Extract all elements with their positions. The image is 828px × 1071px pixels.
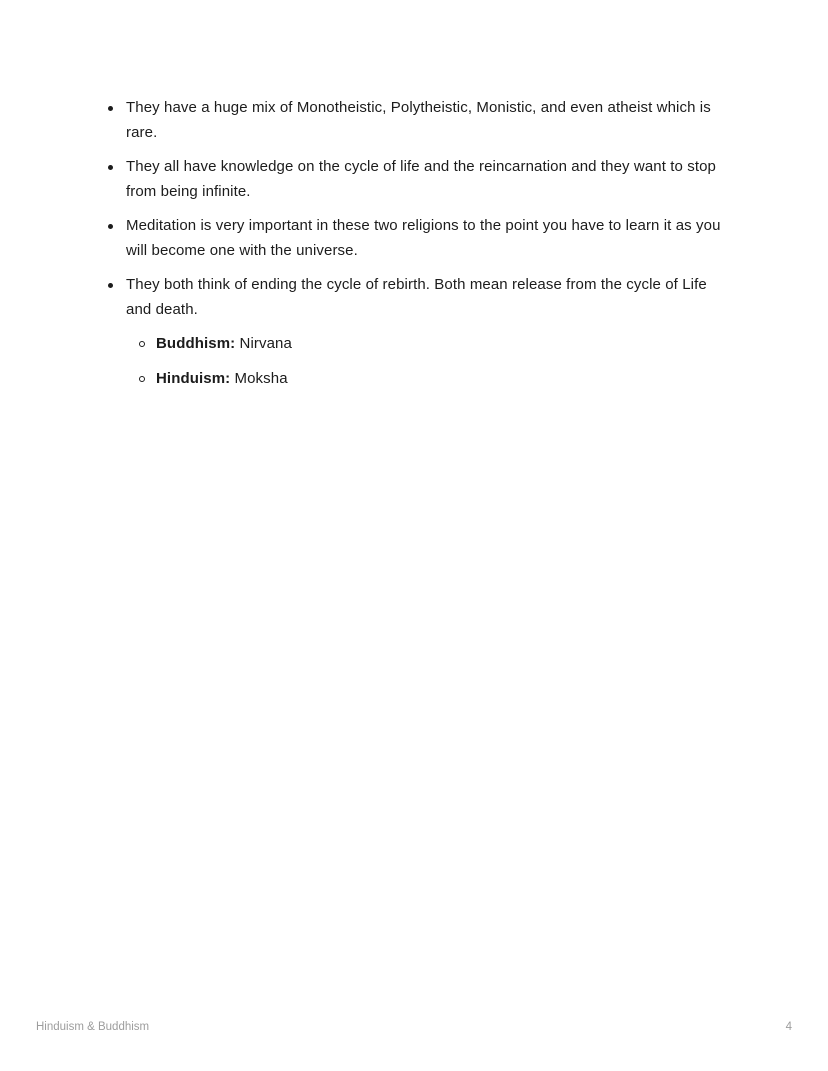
bullet-icon: [108, 224, 113, 229]
sub-list-item: [156, 367, 736, 392]
sub-bullet-value: Moksha: [234, 369, 288, 387]
sub-bullet-value: Nirvana: [239, 335, 292, 352]
list-item: [126, 273, 736, 322]
footer-document-title: Hinduism & Buddhism: [36, 1021, 150, 1033]
sub-bullet-label: Hinduism:: [156, 369, 231, 387]
circle-bullet-icon: [139, 341, 145, 347]
page-footer: [36, 1020, 792, 1034]
sub-list-item: [156, 332, 736, 357]
bullet-icon: [108, 106, 113, 111]
sub-bullet-label: Buddhism:: [156, 335, 236, 352]
bullet-text: They both think of ending the cycle of rebirth. Both mean release from the cycle of Life and death.: [126, 276, 707, 318]
footer-page-number: 4: [785, 1021, 792, 1033]
circle-bullet-icon: [139, 376, 145, 382]
document-body: [126, 96, 736, 401]
sub-bullet-list: [156, 332, 736, 391]
bullet-list: [126, 96, 736, 322]
list-item: [126, 96, 736, 145]
bullet-icon: [108, 283, 113, 288]
bullet-text: They have a huge mix of Monotheistic, Polytheistic, Monistic, and even atheist which is rare.: [126, 99, 711, 141]
list-item: [126, 155, 736, 204]
bullet-text: Meditation is very important in these two religions to the point you have to learn it as you will become one with the universe.: [126, 217, 721, 259]
bullet-text: They all have knowledge on the cycle of life and the reincarnation and they want to stop from being infinite.: [126, 158, 716, 200]
list-item: [126, 214, 736, 263]
bullet-icon: [108, 165, 113, 170]
